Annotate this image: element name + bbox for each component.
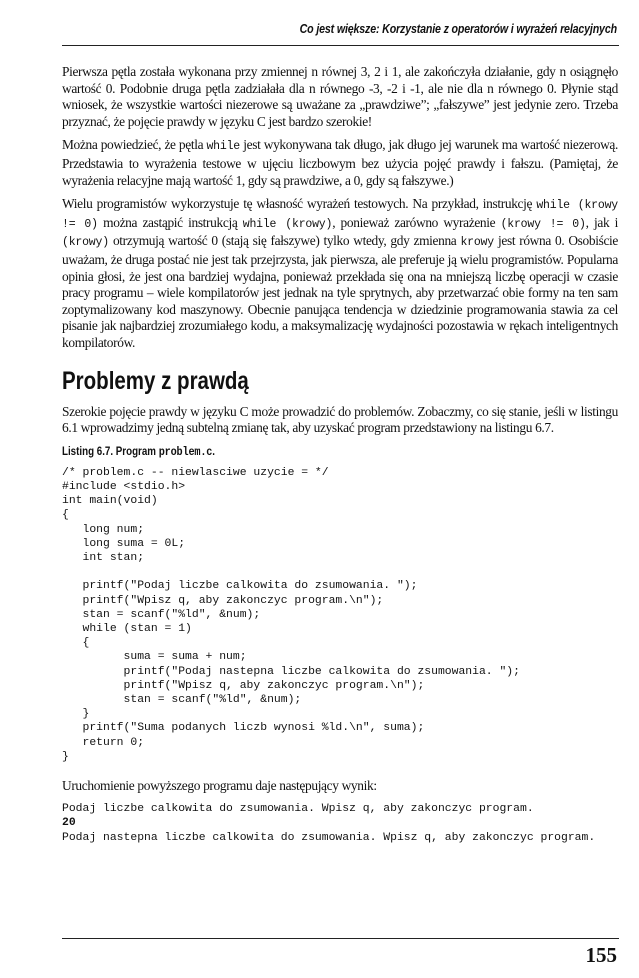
text: Wielu programistów wykorzystuje tę własność wyrażeń testowych. Na przykład, instrukcję (62, 196, 537, 212)
paragraph: Szerokie pojęcie prawdy w języku C może prowadzić do problemów. Zobaczmy, co się stanie, jeśli w listingu 6.1 wprowadzimy jedną subtelną zmianę tak, aby uzyskać program przedstawiony na listingu 6.7. (62, 403, 618, 436)
text: otrzymują wartość 0 (stają się fałszywe) tylko wtedy, gdy zmienna (108, 233, 461, 249)
text: jest wykonywana tak długo, jak długo jej warunek ma wartość niezerową. Przedstawia to wyrażenia testowe w ujęciu liczbowym bez użycia pojęć prawdy i fałszu. (Pamiętaj, że wyrażenia relacyjne mają wartość 1, gdy są prawdziwe, a 0, gdy są fałszywe.) (62, 137, 618, 188)
section-heading: Problemy z prawdą (62, 366, 249, 395)
caption-text: . (212, 445, 215, 458)
caption-filename: problem.c (158, 444, 213, 459)
paragraph: Uruchomienie powyższego programu daje następujący wynik: (62, 777, 377, 793)
paragraph: Pierwsza pętla została wykonana przy zmiennej n równej 3, 2 i 1, ale zakończyła działanie, gdy n osiągnęło wartość 0. Podobnie druga pętla zadziałała dla n równego -3, -2 i -1, ale nie dla n równego 0. Płynie stąd wniosek, że wszystkie wartości niezerowe są uważane za „prawdziwe”; „fałszywe” jest jedynie zero. Trzeba przyznać, że pojęcie prawdy w języku C jest bardzo szerokie! (62, 64, 618, 129)
running-header: Co jest większe: Korzystanie z operatorów i wyrażeń relacyjnych (299, 21, 617, 36)
output-line: Podaj liczbe calkowita do zsumowania. Wpisz q, aby zakonczyc program. (62, 802, 534, 815)
listing-caption (62, 445, 535, 460)
body-text (62, 64, 618, 845)
page-number: 155 (585, 943, 617, 967)
caption-text: Listing 6.7. Program (62, 445, 159, 458)
program-output (62, 802, 618, 846)
user-input-line: 20 (62, 817, 76, 830)
code-listing: /* problem.c -- niewlasciwe uzycie = */ #include <stdio.h> int main(void) { long num; long suma = 0L; int stan; printf("Podaj liczbe calkowita do zsumowania. "); printf("Wpisz q, aby zakonczyc program.\n"); stan = scanf("%ld", &num); while (stan = 1) { suma = suma + num; printf("Podaj nastepna liczbe calkowita do zsumowania. "); printf("Wpisz q, aby zakonczyc program.\n"); stan = scanf("%ld", &num); } printf("Suma podanych liczb wynosi %ld.\n", suma); return 0; } (62, 466, 520, 763)
text: , ponieważ zarówno wyrażenie (332, 214, 501, 230)
paragraph (62, 196, 618, 351)
text: Można powiedzieć, że pętla (62, 137, 207, 153)
inline-code: while (krowy != 0) (62, 199, 618, 231)
paragraph (62, 137, 618, 189)
text: , jak i (585, 214, 618, 230)
inline-code: krowy (460, 236, 494, 250)
header-rule (62, 45, 619, 46)
text: jest równa 0. Osobiście uważam, że druga postać nie jest tak przejrzysta, jak pierwsza, ale preferuje ją wielu programistów. Popularna opinia głosi, że jest ona bardziej wydajna, ponieważ przekłada się ona na mniejszą liczbę operacji w czasie pracy programu – wiele kompilatorów jest jednak na tyle sprytnych, aby przetwarzać obie formy na ten sam zoptymalizowany kod maszynowy. Obecnie panująca tendencja w dziedzinie programowania stawia za cel pisanie jak najbardziej zrozumiałego kodu, a maksymalizację wydajności pozostawia w rękach inteligentnych kompilatorów. (62, 233, 619, 350)
output-line: Podaj nastepna liczbe calkowita do zsumowania. Wpisz q, aby zakonczyc program. (62, 831, 596, 844)
footer-rule (62, 938, 619, 939)
inline-code: (krowy != 0) (500, 217, 586, 231)
inline-code: while (krowy) (242, 217, 333, 231)
inline-code: while (206, 140, 240, 154)
inline-code: (krowy) (62, 236, 109, 250)
text: można zastąpić instrukcją (97, 214, 243, 230)
